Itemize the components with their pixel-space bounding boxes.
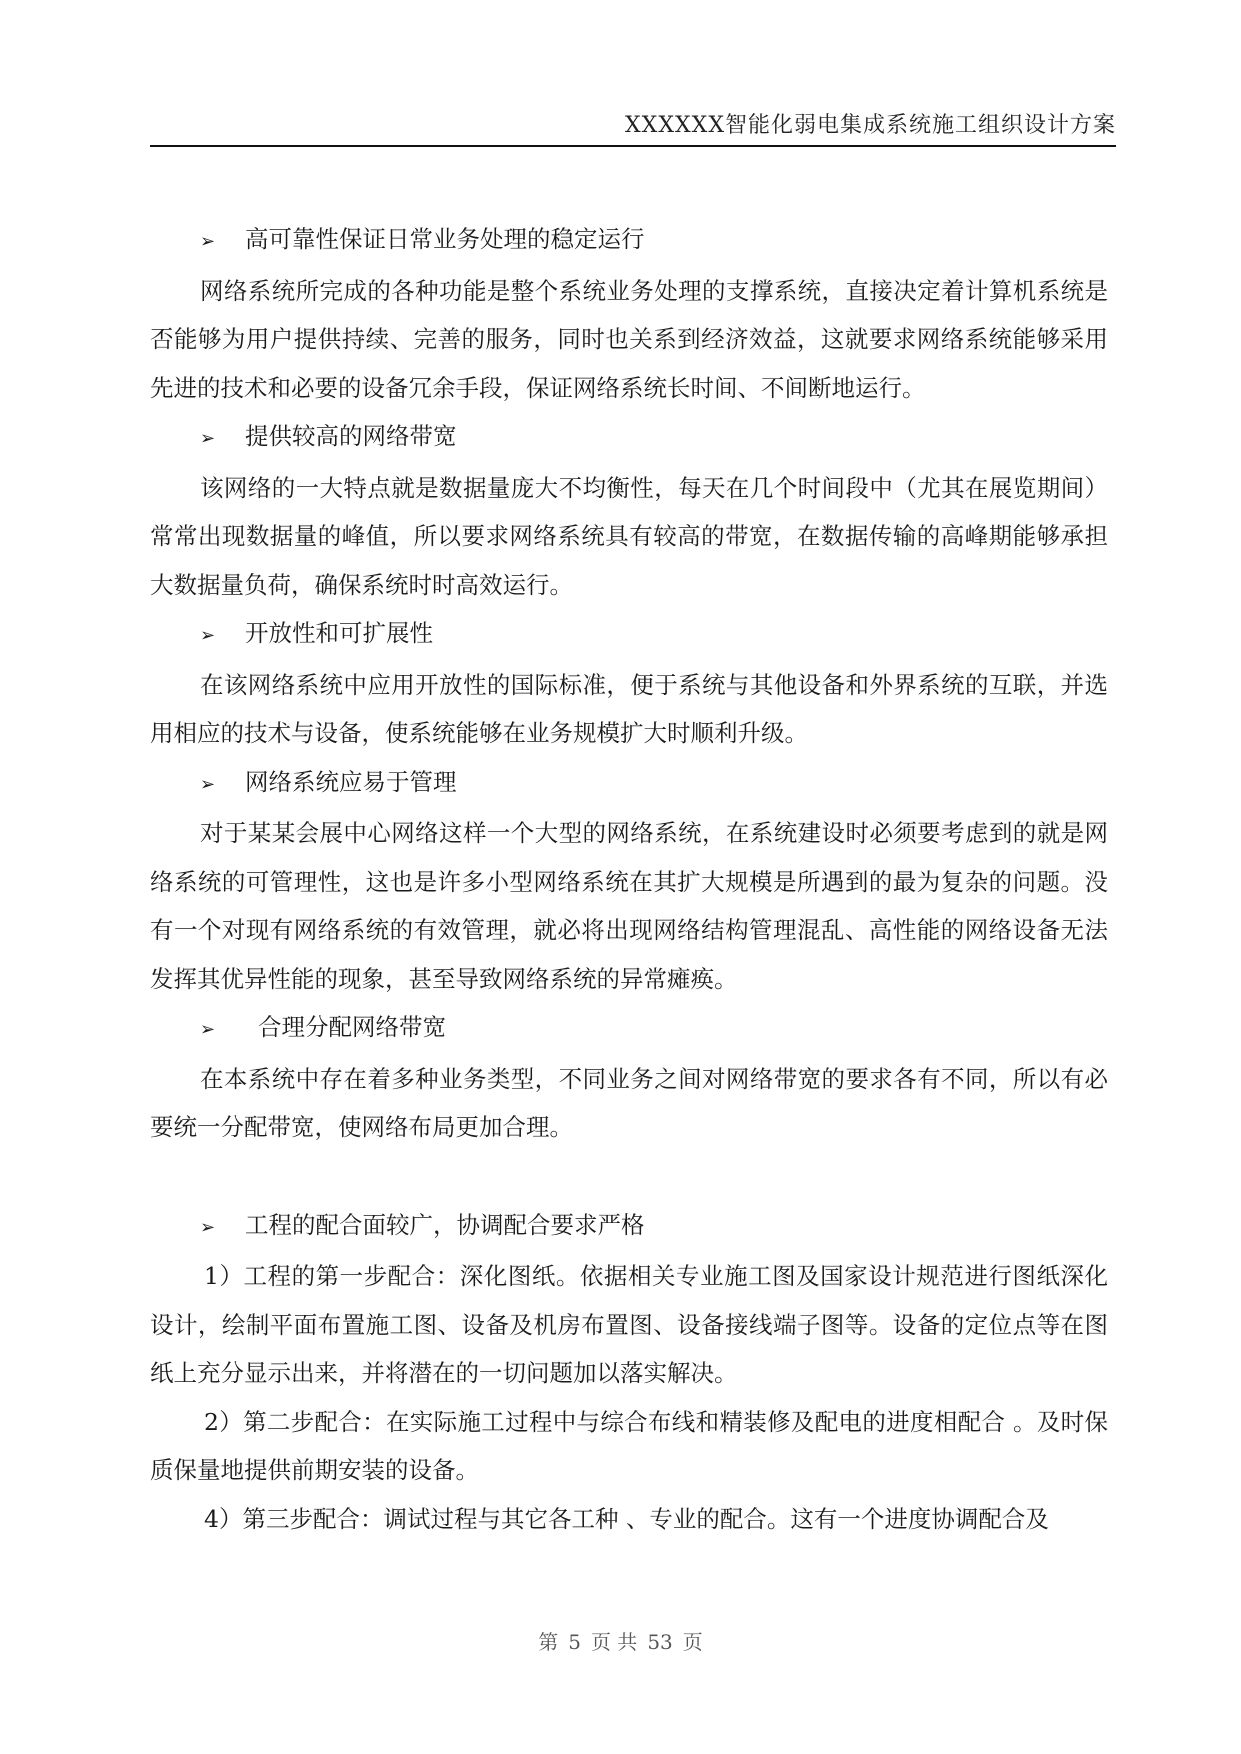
header-divider [150, 145, 1116, 147]
document-body [150, 215, 1108, 1543]
footer-prefix: 第 [538, 1630, 559, 1654]
footer-mid: 页 共 [590, 1630, 638, 1654]
body-paragraph: 对于某某会展中心网络这样一个大型的网络系统，在系统建设时必须要考虑到的就是网络系统的可管理性，这也是许多小型网络系统在其扩大规模是所遇到的最为复杂的问题。没有一个对现有网络系统的有效管理，就必将出现网络结构管理混乱、高性能的网络设备无法发挥其优异性能的现象，甚至导致网络系统的异常瘫痪。 [150, 819, 1108, 993]
bullet-heading-text: 高可靠性保证日常业务处理的稳定运行 [245, 225, 645, 253]
bullet-heading-text: 合理分配网络带宽 [258, 1013, 446, 1041]
footer-suffix: 页 [682, 1630, 703, 1654]
arrow-bullet-icon: ➢ [200, 773, 216, 795]
body-paragraph: 该网络的一大特点就是数据量庞大不均衡性，每天在几个时间段中（尤其在展览期间）常常出现数据量的峰值，所以要求网络系统具有较高的带宽，在数据传输的高峰期能够承担大数据量负荷，确保系统时时高效运行。 [150, 473, 1108, 599]
bullet-heading [150, 609, 1108, 661]
bullet-heading [150, 1201, 1108, 1253]
bullet-heading [150, 412, 1108, 464]
bullet-heading-text: 开放性和可扩展性 [245, 619, 433, 647]
page-header-title: XXXXXX智能化弱电集成系统施工组织设计方案 [625, 113, 1116, 138]
arrow-bullet-icon: ➢ [200, 428, 216, 449]
arrow-bullet-icon: ➢ [200, 1216, 216, 1238]
body-paragraph: 网络系统所完成的各种功能是整个系统业务处理的支撑系统，直接决定着计算机系统是否能够为用户提供持续、完善的服务，同时也关系到经济效益，这就要求网络系统能够采用先进的技术和必要的设备冗余手段，保证网络系统长时间、不间断地运行。 [150, 276, 1108, 402]
bullet-heading-text: 网络系统应易于管理 [245, 767, 457, 796]
arrow-bullet-icon: ➢ [200, 231, 216, 252]
page-footer [0, 1626, 1241, 1655]
bullet-heading [150, 215, 1108, 267]
bullet-heading-text: 工程的配合面较广，协调配合要求严格 [245, 1210, 645, 1239]
body-paragraph: 2）第二步配合：在实际施工过程中与综合布线和精装修及配电的进度相配合 。及时保质保量地提供前期安装的设备。 [150, 1407, 1108, 1484]
arrow-bullet-icon: ➢ [200, 1019, 216, 1040]
body-paragraph: 1）工程的第一步配合：深化图纸。依据相关专业施工图及国家设计规范进行图纸深化设计，绘制平面布置施工图、设备及机房布置图、设备接线端子图等。设备的定位点等在图纸上充分显示出来，并将潜在的一切问题加以落实解决。 [150, 1262, 1108, 1387]
bullet-heading-text: 提供较高的网络带宽 [245, 422, 457, 450]
arrow-bullet-icon: ➢ [200, 625, 216, 646]
bullet-heading [150, 758, 1108, 810]
footer-total-pages: 53 [647, 1630, 673, 1654]
footer-page-number: 5 [568, 1630, 581, 1654]
bullet-heading [150, 1003, 1108, 1055]
body-paragraph: 在该网络系统中应用开放性的国际标准，便于系统与其他设备和外界系统的互联，并选用相应的技术与设备，使系统能够在业务规模扩大时顺利升级。 [150, 670, 1108, 747]
body-paragraph: 在本系统中存在着多种业务类型，不同业务之间对网络带宽的要求各有不同，所以有必要统一分配带宽，使网络布局更加合理。 [150, 1064, 1108, 1141]
body-paragraph: 4）第三步配合：调试过程与其它各工种 、专业的配合。这有一个进度协调配合及 [204, 1504, 1049, 1533]
